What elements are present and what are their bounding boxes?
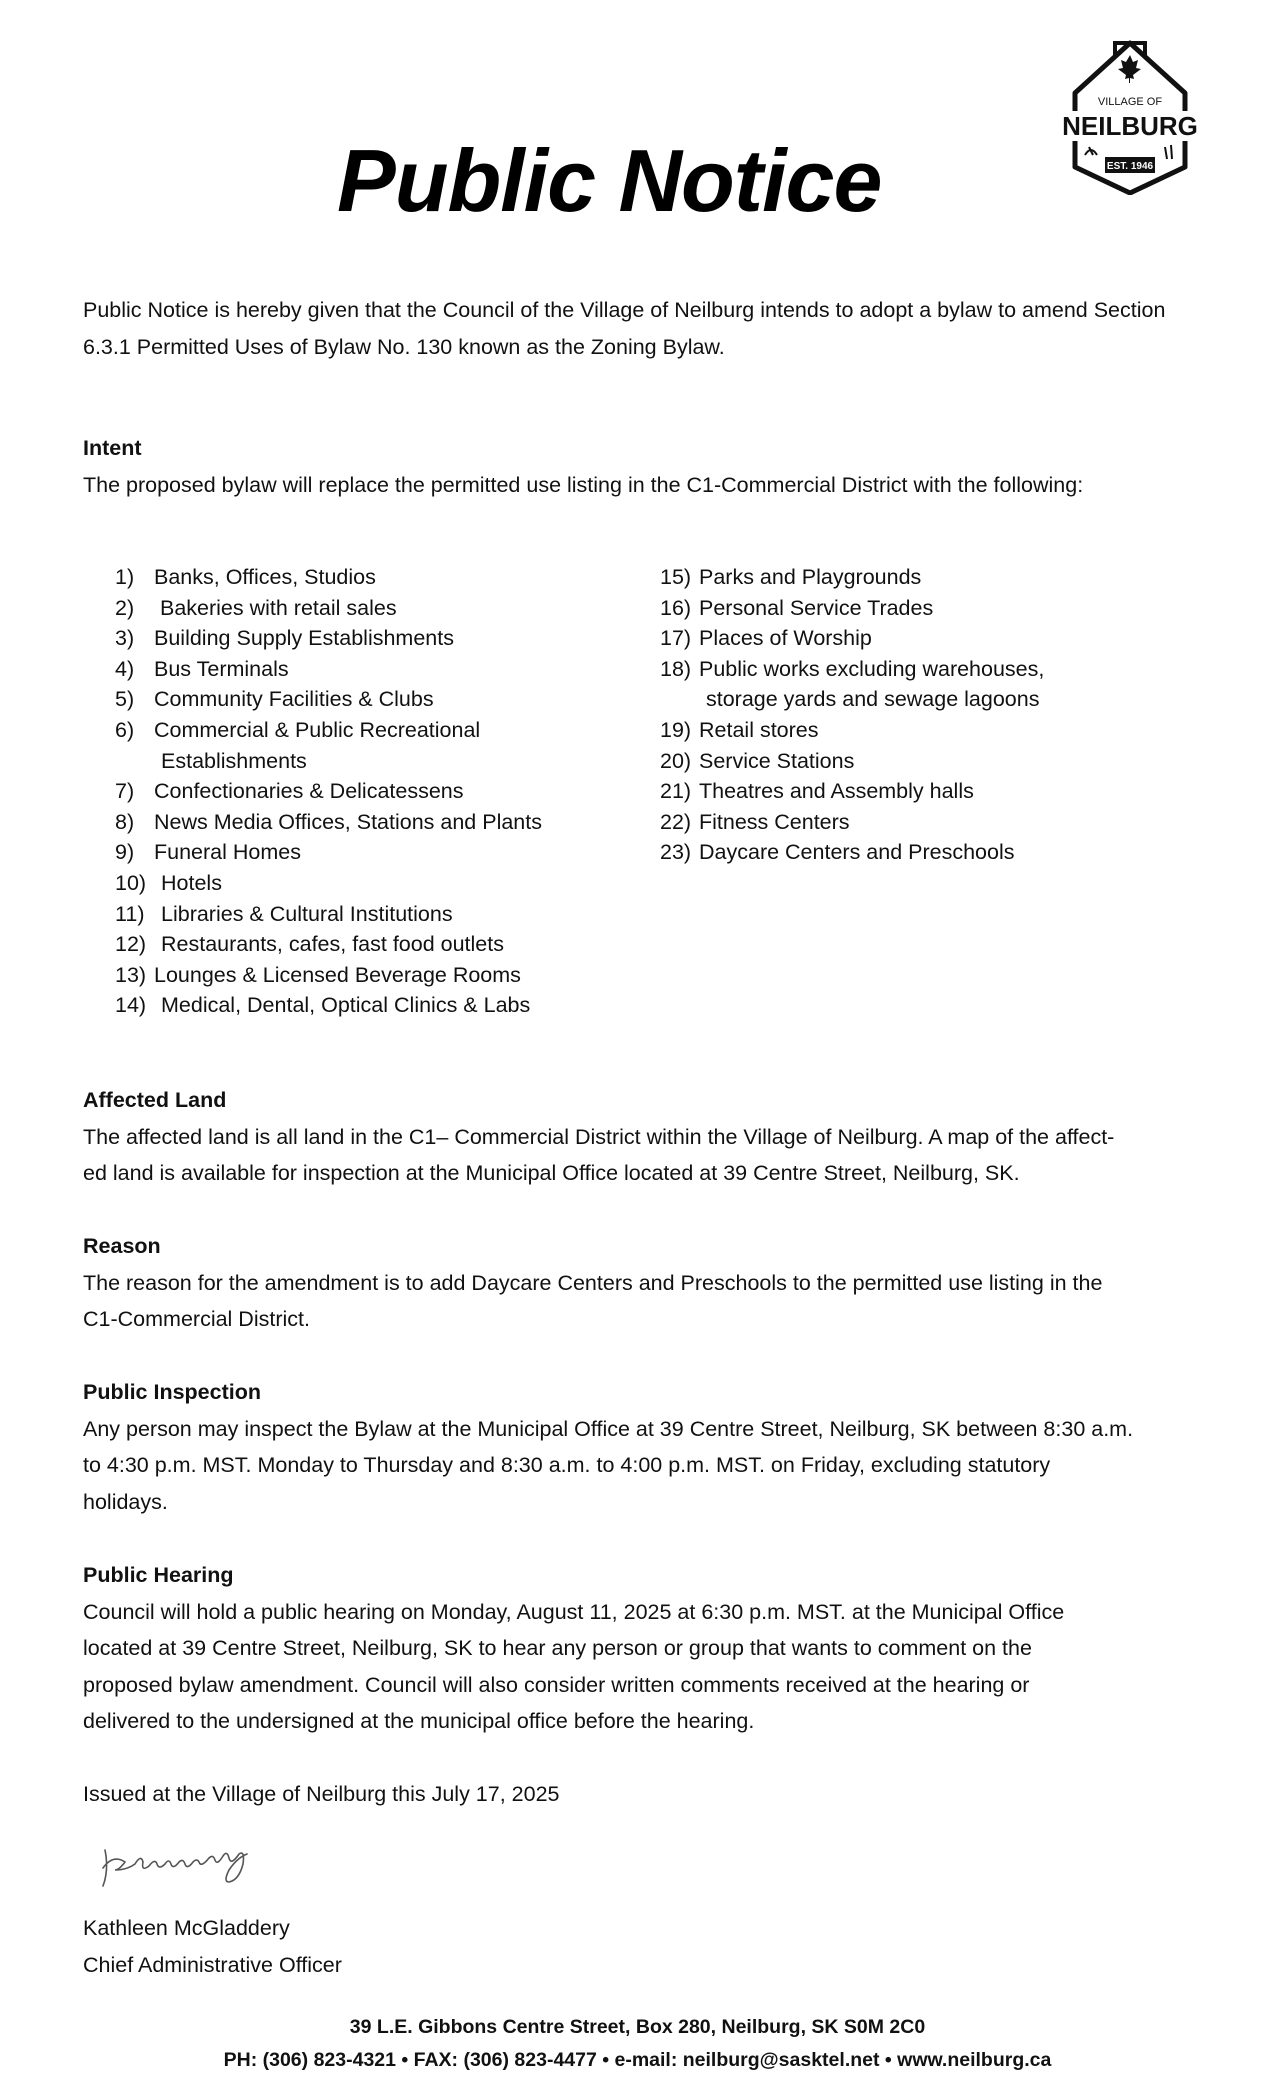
public-hearing-line: delivered to the undersigned at the municipal office before the hearing. [83,1709,755,1733]
list-item: storage yards and sewage lagoons [706,687,1040,712]
list-item: 23) Daycare Centers and Preschools [660,840,1015,865]
signatory-block [83,1910,1213,1983]
intent-section [83,430,1213,503]
footer [0,2011,1275,2077]
village-logo [1055,35,1205,195]
signatory-name: Kathleen McGladdery [83,1916,290,1940]
oil-pump-icon [1085,147,1097,155]
intro-paragraph [83,292,1213,365]
list-item: 3) Building Supply Establishments [115,626,454,651]
reason-section [83,1228,1213,1338]
public-hearing-heading: Public Hearing [83,1563,234,1587]
list-item: 18) Public works excluding warehouses, [660,656,1045,681]
public-hearing-line: Council will hold a public hearing on Monday, August 11, 2025 at 6:30 p.m. MST. at the Municipal Office [83,1599,1065,1624]
affected-land-line: The affected land is all land in the C1– Commercial District within the Village of Neilburg. A map of the affect- [83,1124,1115,1149]
reason-line: The reason for the amendment is to add Daycare Centers and Preschools to the permitted use listing in the [83,1270,1103,1295]
list-item: 1) Banks, Offices, Studios [115,565,376,589]
signature [85,1820,305,1900]
public-inspection-heading: Public Inspection [83,1380,261,1404]
public-inspection-section [83,1374,1213,1520]
list-item: 16) Personal Service Trades [660,595,934,620]
logo-name: NEILBURG [1062,111,1198,141]
list-item: 19) Retail stores [660,717,819,742]
uses-list-left [115,562,655,1021]
public-inspection-line: holidays. [83,1489,168,1514]
list-item: 8) News Media Offices, Stations and Plants [115,809,542,834]
issued-text: Issued at the Village of Neilburg this July 17, 2025 [83,1782,560,1806]
list-item: 12) Restaurants, cafes, fast food outlets [115,932,504,957]
reason-line: C1-Commercial District. [83,1307,310,1331]
list-item: 7) Confectionaries & Delicatessens [115,779,464,804]
maple-leaf-icon [1118,55,1141,83]
list-item: 6) Commercial & Public Recreational [115,717,481,742]
public-inspection-line: Any person may inspect the Bylaw at the Municipal Office at 39 Centre Street, Neilburg, SK between 8:30 a.m. [83,1416,1134,1441]
footer-contact: PH: (306) 823-4321 • FAX: (306) 823-4477 • e-mail: neilburg@sasktel.net • www.neilburg.ca [223,2049,1052,2071]
logo-est: EST. 1946 [1106,161,1154,172]
list-item: 5) Community Facilities & Clubs [115,687,434,712]
list-item: 2) Bakeries with retail sales [115,595,397,620]
list-item: 15) Parks and Playgrounds [660,565,922,589]
wheat-icon [1165,145,1172,159]
list-item: 11) Libraries & Cultural Institutions [115,901,453,926]
public-hearing-line: located at 39 Centre Street, Neilburg, SK to hear any person or group that wants to comment on the [83,1636,1032,1660]
page-title: Public Notice [337,131,882,230]
list-item: 14) Medical, Dental, Optical Clinics & Labs [115,993,531,1018]
intro-text: Public Notice is hereby given that the Council of the Village of Neilburg intends to adopt a bylaw to amend Section 6.3.1 Permitted Uses of Bylaw No. 130 known as the Zoning Bylaw. [83,298,1166,359]
public-hearing-line: proposed bylaw amendment. Council will also consider written comments received at the hearing or [83,1672,1030,1697]
uses-list-right [660,562,1200,868]
affected-land-line: ed land is available for inspection at the Municipal Office located at 39 Centre Street, Neilburg, SK. [83,1161,1020,1185]
list-item: 20) Service Stations [660,748,855,773]
list-item: 22) Fitness Centers [660,809,850,834]
list-item: 17) Places of Worship [660,626,872,651]
reason-heading: Reason [83,1234,161,1258]
public-inspection-line: to 4:30 p.m. MST. Monday to Thursday and 8:30 a.m. to 4:00 p.m. MST. on Friday, excluding statutory [83,1453,1051,1477]
footer-address: 39 L.E. Gibbons Centre Street, Box 280, Neilburg, SK S0M 2C0 [349,2016,926,2038]
intent-heading: Intent [83,436,142,460]
issued-line [83,1776,1213,1813]
affected-land-heading: Affected Land [83,1088,227,1112]
affected-land-section [83,1082,1213,1192]
list-item: 9) Funeral Homes [115,840,301,865]
intent-text: The proposed bylaw will replace the permitted use listing in the C1-Commercial District with the following: [83,472,1084,497]
list-item: 10) Hotels [115,870,222,895]
list-item: Establishments [161,748,307,773]
list-item: 21) Theatres and Assembly halls [660,779,974,804]
signatory-title: Chief Administrative Officer [83,1952,342,1977]
list-item: 4) Bus Terminals [115,656,289,681]
public-hearing-section [83,1557,1213,1740]
logo-top-text: VILLAGE OF [1097,96,1163,108]
list-item: 13) Lounges & Licensed Beverage Rooms [115,962,521,987]
